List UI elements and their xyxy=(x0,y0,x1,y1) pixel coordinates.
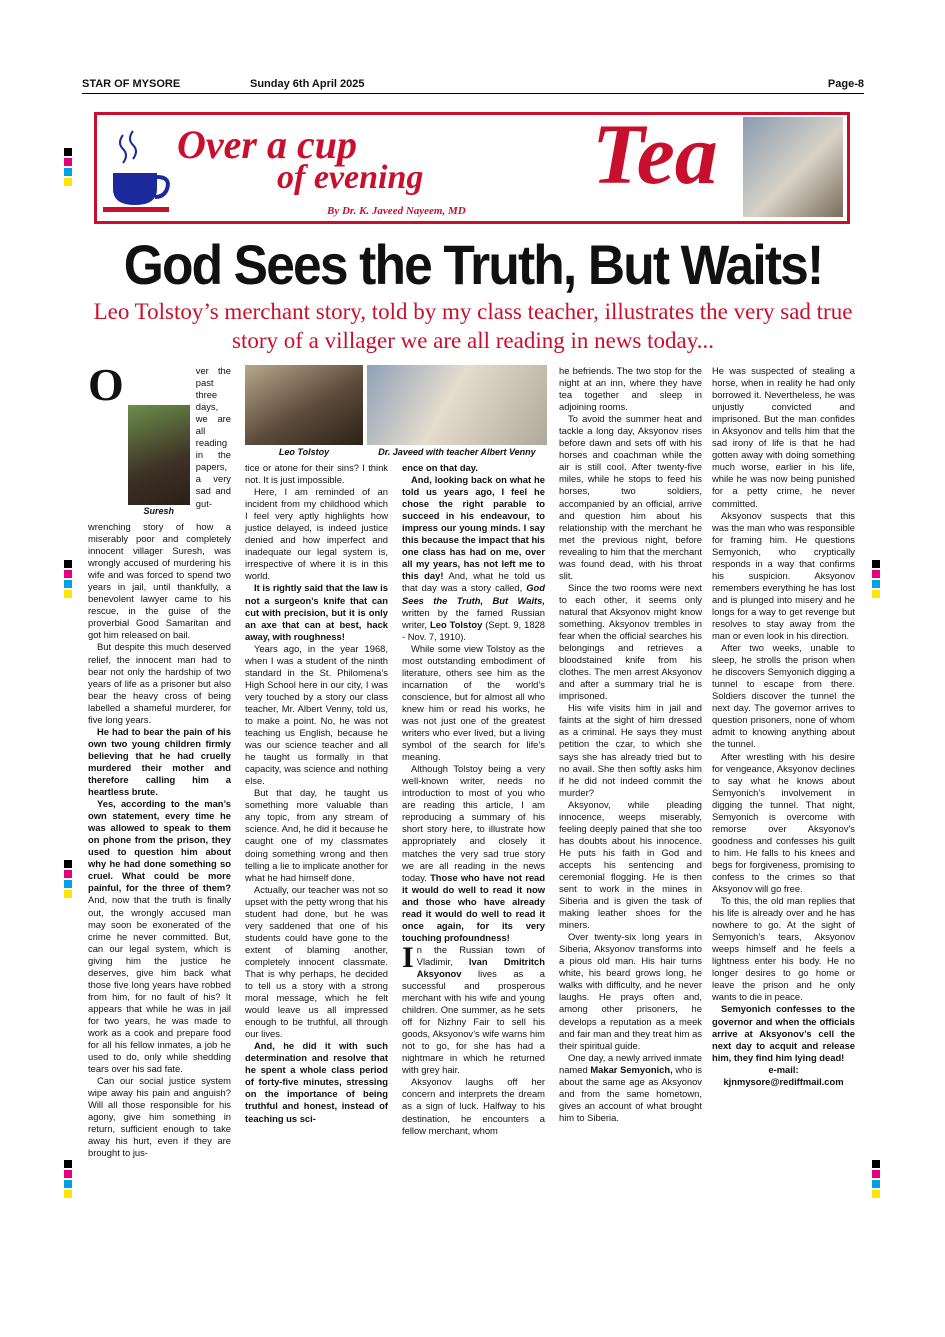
registration-marks-right xyxy=(872,560,880,600)
registration-marks-right-low xyxy=(872,1160,880,1200)
col5-p6: Semyonich confesses to the governor and when the officials arrive at Aksyonov’s cell the next day to acquit and release him, they find him lying dead! xyxy=(712,1003,855,1063)
registration-marks-left-mid xyxy=(64,560,72,600)
dropcap-i: I xyxy=(402,940,414,974)
registration-marks-left-bottom xyxy=(64,1160,72,1200)
col4-p2: To avoid the summer heat and tackle a long day, Aksyonov rises before dawn and sets off with his horses and coachman while the air is still cool. After twenty-five miles, while he stops to feed his horses, two soldiers, accompanied by an official, arrive and question him about his relationship with the merchant he met the previous night, before revealing to him that the merchant was found dead, with his throat slit. xyxy=(559,413,702,581)
col5-p2: Aksyonov suspects that this was the man who was responsible for framing him. He questions Semyonich, who cryptically responds in a way that confirms his suspicion. Aksyonov remembers everything he has lost and is plunged into misery and he longs for a way to get revenge but resolves to stay away from the man or even look in his direction. xyxy=(712,509,855,642)
teacup-icon xyxy=(101,129,175,219)
photo-strip xyxy=(245,365,547,455)
dropcap: O xyxy=(88,359,124,410)
masthead-bar xyxy=(82,78,864,92)
col2-p5: But that day, he taught us something more valuable than any topic, from any stream of science. And, he did it because he caught one of my classmates doing something wrong and then telling a lie to implicate another for what he had himself done. xyxy=(245,787,388,883)
column-5 xyxy=(712,365,855,1088)
col3-p4: Although Tolstoy being a very well-known writer, needs no introduction to most of you who are reading this article, I am reproducing a summary of his short story here, to illustrate how appropriately and closely it matches the very sad true story we are all reading in the news today. Those who have not read it would do well to read it now and those who have already read it would do well to read it once again, for its very touching profoundness! xyxy=(402,763,545,943)
col2-p7: And, he did it with such determination and resolve that he spent a whole class period of forty-five minutes, stressing on the importance of being truthful and honest, instead of teaching us sci- xyxy=(245,1040,388,1124)
col5-p1: He was suspected of stealing a horse, when in reality he had only borrowed it. Nevertheless, he was unjustly convicted and imprisoned. But the man confides in Aksyonov and tells him that the sad irony of life is that he had gotten away with doing something much worse, earlier in his life, while he was now being punished for a petty crime, he never committed. xyxy=(712,365,855,509)
author-photo xyxy=(743,117,843,217)
col3-p2: And, looking back on what he told us years ago, I feel he chose the right parable to succeed in his endeavour, to impress our young minds. I say this because the impact that his one class has had on me, over all my years, has not left me to this day! And, what he told us that day was a story called, God Sees the Truth, But Waits, written by the famed Russian writer, Leo Tolstoy (Sept. 9, 1828 - Nov. 7, 1910). xyxy=(402,474,545,642)
col1-p5: Can our social justice system wipe away his pain and anguish? Will all those responsible for his agony, give him something in return, sufficient enough to take away his hurt, even if they are brought to jus- xyxy=(88,1075,231,1159)
banner-title-line2: of evening xyxy=(277,159,424,196)
registration-marks-left xyxy=(64,148,72,188)
column-1 xyxy=(88,359,231,1159)
deck: Leo Tolstoy’s merchant story, told by my class teacher, illustrates the very sad true story of a villager we are all reading in news today... xyxy=(93,299,853,353)
col2-p1: tice or atone for their sins? I think not. It is just impossible. xyxy=(245,462,388,486)
col2-p2: Here, I am reminded of an incident from my childhood which I feel very aptly highlights how justice delayed, is indeed justice denied and how imperfect and inadequate our legal system is, irrespective of where it is in this world. xyxy=(245,486,388,582)
column-2 xyxy=(245,462,388,1125)
col3-p6: Aksyonov laughs off her concern and interprets the dream as a sign of luck. Halfway to his destination, he encounters a fellow merchant, whom xyxy=(402,1076,545,1136)
paper-name: STAR OF MYSORE xyxy=(82,78,181,90)
column-4 xyxy=(559,365,702,1124)
col2-p6: Actually, our teacher was not so upset with the petty wrong that his student had done, but he was very saddened that one of his students could have gone to the extent of blaming another, completely innocent classmate. That is why perhaps, he decided to tell us a story with a strong moral message, which he felt would leave us all impressed enough to be truthful, all through our lives. xyxy=(245,883,388,1040)
col3-p1: ence on that day. xyxy=(402,462,478,473)
col4-p1: he befriends. The two stop for the night at an inn, where they have tea together and sleep in adjoining rooms. xyxy=(559,365,702,413)
col1-para xyxy=(88,359,231,641)
col5-p4: After wrestling with his desire for vengeance, Aksyonov declines to say what he knows about Semyonich’s involvement in digging the tunnel. That night, Semyonich is overcome with remorse over Aksyonov’s goodness and confesses his guilt to him. He falls to his knees and begs for forgiveness, promising to confess to the crimes so that Aksyonov will go free. xyxy=(712,750,855,895)
caption-suresh: Suresh xyxy=(143,506,175,516)
col4-p3: Since the two rooms were next to each other, it seems only natural that Aksyonov might know something. Aksyonov trembles in fear when the official searches his belongings and retrieves a bloodstained knife from his clothes. The men arrest Aksyonov and after a summary trial he is imprisoned. xyxy=(559,581,702,702)
col4-p4: His wife visits him in jail and faints at the sight of him dressed as a criminal. He says they must petition the czar, to which she says she has already tried but to no avail. She then softly asks him if he did not indeed commit the murder? xyxy=(559,702,702,798)
col2-p3: It is rightly said that the law is not a surgeon’s knife that can cut with precision, but it is only an axe that can at best, hack away, with roughness! xyxy=(245,582,388,642)
tolstoy-photo xyxy=(245,365,363,445)
page-number: Page-8 xyxy=(827,78,864,90)
col4-p5: Aksyonov, while pleading innocence, weeps miserably, feeling deeply pained that she too has doubts about his innocence. He puts his faith in God and accepts his sentencing and ceremonial flogging. He is then sent to work in the mines in Siberia and is given the task of making leather shoes for the miners. xyxy=(559,798,702,931)
col5-p5: To this, the old man replies that his life is already over and he has nowhere to go. At the sight of Semyonich’s tears, Aksyonov weeps himself and he feels a lightness enter his body. He no longer desires to go home or leave the prison and he only wants to die in peace. xyxy=(712,895,855,1003)
col1-p3: He had to bear the pain of his own two young children firmly believing that he had cruelly murdered their mother and therefore calling him a heartless brute. xyxy=(88,725,231,798)
issue-date: Sunday 6th April 2025 xyxy=(250,78,365,90)
col3-p3: While some view Tolstoy as the most outstanding embodiment of literature, others see him as the incarnation of the world’s conscience, but for almost all who knew him or read his works, he was not just one of the greatest writers who ever lived, but a living symbol of the search for life’s meaning. xyxy=(402,642,545,763)
col4-p6: Over twenty-six long years in Siberia, Aksyonov transforms into a pious old man. His hair turns white, his beard grows long, he walks with difficulty, and he never laughs. He prays often and, among other prisoners, he develops a reputation as a meek and fair man and they treat him as their spiritual guide. xyxy=(559,931,702,1051)
banner-title-line1: Over a cup xyxy=(177,122,357,167)
col2-p4: Years ago, in the year 1968, when I was a student of the ninth standard in the St. Philomena’s High School here in our city, I was very touched by a story our class teacher, Mr. Albert Venny, told us, to make a point. No, he was not teaching us English, because he was our science teacher and all he taught us formally in that capacity, was science and nothing else. xyxy=(245,642,388,787)
col3-p5: In the Russian town of Vladimir, Ivan Dmitritch Aksyonov lives as a successful and prosperous merchant with his wife and young children. One summer, as he sets off for Nizhny Fair to sell his goods, Aksyonov’s wife warns him not to go, for she has had a nightmare in which he returned with grey hair. xyxy=(402,940,545,1076)
masthead-rule xyxy=(82,93,864,94)
caption-tolstoy: Leo Tolstoy xyxy=(278,447,330,457)
col1-p1: ver the past three days, we are all reading in the papers, a very sad and gut-wrenching story of how a miserably poor and completely innocent villager Suresh, was wrongly accused of murdering his wife and was forced to spend two years in jail, until thankfully, a benevolent lawyer came to his rescue, in the guise of the proverbial Good Samaritan and got him released on bail. xyxy=(88,365,231,641)
javeed-venny-photo xyxy=(367,365,547,445)
email-address[interactable]: kjnmysore@rediffmail.com xyxy=(723,1075,844,1087)
column-3 xyxy=(402,462,545,1137)
byline: By Dr. K. Javeed Nayeem, MD xyxy=(327,205,466,217)
col1-p4: Yes, according to the man’s own statement, every time he was allowed to speak to them on phone from the prison, they used to question him about why he had done something so cruel. What could be more painful, for the three of them? And, now that the truth is finally out, the wrongly accused man may soon be exonerated of the crime he never committed. But, can our legal system, which is giving him the justice he deserves, give him back what those five long years have robbed from him, for no fault of his? It appears that while he was in jail for two years, he was made to work as a cook and prepare food for all his fellow inmates, a job he used to do, only while shedding tears over his sad fate. xyxy=(88,798,231,1075)
suresh-photo-frame xyxy=(128,405,190,517)
col1-p2: But despite this much deserved relief, the innocent man had to bear not only the hardship of two years of life as a prisoner but also bear the heavy cross of being labelled a shameful murderer, for five long years. xyxy=(88,641,231,725)
suresh-photo xyxy=(128,405,190,505)
registration-marks-left-low xyxy=(64,860,72,900)
caption-javeed: Dr. Javeed with teacher Albert Venny xyxy=(378,447,536,457)
col4-p7: One day, a newly arrived inmate named Makar Semyonich, who is about the same age as Aksyonov and from the same hometown, gives an account of what brought him to Siberia. xyxy=(559,1051,702,1123)
column-banner xyxy=(94,112,850,224)
banner-tea: Tea xyxy=(592,112,718,202)
email-label: e-mail: xyxy=(768,1063,799,1075)
headline: God Sees the Truth, But Waits! xyxy=(123,233,823,296)
col5-p3: After two weeks, unable to sleep, he strolls the prison when he discovers Semyonich digging a tunnel to escape from there. Soldiers discover the tunnel the next day. The governor arrives to question prisoners, none of whom admit to knowing anything about the tunnel. xyxy=(712,642,855,750)
